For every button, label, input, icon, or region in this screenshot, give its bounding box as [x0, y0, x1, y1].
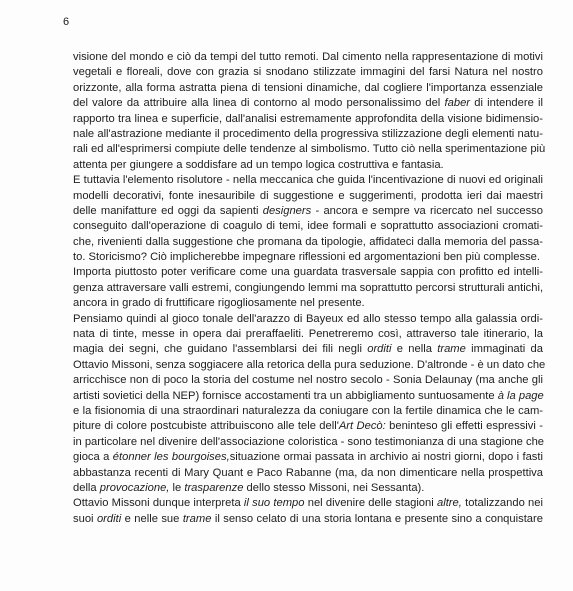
italic-phrase: trasparenze	[184, 481, 244, 494]
text-run: artisti sovietici della NEP) fornisce accostamenti tra un abbigliamento suntuosamente	[73, 389, 498, 402]
text-line	[73, 512, 543, 527]
italic-phrase: orditi	[367, 343, 392, 356]
text-line	[73, 173, 543, 188]
text-line	[73, 235, 543, 250]
text-run: conseguito dall'operazione di coagulo di temi, idee formali e soprattutto associazioni cromati-	[73, 220, 543, 233]
text-run: in particolare nel divenire dell'associazione coloristica - sono testimonianza di una stagione che	[73, 435, 545, 448]
text-run: le	[169, 481, 185, 494]
text-run: il senso celato di una storia lontana e presente sino a conquistare	[211, 512, 543, 525]
text-line	[73, 296, 543, 311]
text-run: ancora in grado di fruttificare rigogliosamente nel presente.	[73, 297, 365, 310]
text-line	[73, 65, 543, 80]
text-run: arricchisce non di poco la storia del costume nel nostro secolo - Sonia Delaunay (ma anche gli	[73, 374, 543, 387]
text-run: abbastanza recenti di Mary Quant e Paco Rabanne (ma, da non dimenticare nella prospettiva	[73, 466, 543, 479]
text-line	[73, 342, 543, 357]
text-line	[73, 189, 543, 204]
text-run: rapporto tra linea e superficie, dall'analisi estremamente approfondita della visione bidimensio-	[73, 112, 543, 125]
text-line	[73, 404, 543, 419]
italic-phrase: il suo tempo	[243, 497, 305, 510]
text-run: nel divenire delle stagioni	[304, 497, 437, 510]
italic-phrase: étonner les bourgoises,	[112, 451, 230, 464]
text-run: - ancora e sempre va ricercato nel successo	[311, 204, 543, 217]
italic-phrase: Art Decò:	[338, 420, 386, 433]
text-line	[73, 435, 543, 450]
text-line	[73, 389, 543, 404]
text-run: beninteso gli effetti espressivi -	[385, 420, 543, 433]
text-run: modelli decorativi, fonte inesauribile di suggestione e suggerimenti, prodotta ieri dai maestri	[73, 189, 543, 202]
text-run: della	[73, 481, 100, 494]
text-line	[73, 127, 543, 142]
text-run: immaginati da	[465, 343, 543, 356]
body-text	[73, 50, 546, 527]
text-run: suoi	[73, 512, 97, 525]
text-line	[73, 142, 546, 157]
text-run: magia dei segni, che guidano l'assemblarsi dei fili negli	[73, 343, 368, 356]
text-run: vegetali e floreali, dove con grazia si snodano stilizzate immagini del farsi Natura nel nostro	[73, 66, 543, 79]
text-run: e la fisionomia di una straordinari naturalezza da coniugare con la fertile dinamica che le cam-	[73, 404, 543, 417]
text-line	[73, 281, 543, 296]
text-run: attenta per giungere a soddisfare ad un tempo logica costruttiva e fantasia.	[73, 158, 444, 171]
text-line	[73, 81, 543, 96]
text-line	[73, 466, 543, 481]
text-run: nale all'astrazione mediante il procedimento della progressiva stilizzazione degli elementi natu-	[73, 127, 543, 140]
text-run: rali ed all'esprimersi compiute delle tendenze al simbolismo. Tutto ciò nella sperimentazione più	[73, 143, 546, 156]
italic-phrase: altre,	[436, 497, 462, 510]
italic-phrase: faber	[444, 97, 471, 110]
italic-phrase: orditi	[96, 512, 122, 525]
text-line	[73, 204, 543, 219]
text-line	[73, 373, 543, 388]
text-run: situazione ormai passata in archivio ai nostri giorni, dopo i fasti	[229, 451, 543, 464]
text-line	[73, 450, 543, 465]
text-run: totalizzando nei	[461, 497, 543, 510]
text-line	[73, 250, 543, 265]
text-run: e nelle sue	[121, 512, 183, 525]
text-line	[73, 265, 543, 280]
text-run: Pensiamo quindi al gioco tonale dell'arazzo di Bayeux ed allo stesso tempo alla galassia ordi-	[73, 312, 543, 325]
text-run: e nella	[391, 343, 438, 356]
text-run: dello stesso Missoni, nei Sessanta).	[243, 481, 425, 494]
text-line	[73, 219, 543, 234]
text-run: che, rivenienti dalla suggestione che promana da tipologie, affidateci dalla memoria del passa-	[73, 235, 543, 248]
text-line	[73, 50, 543, 65]
text-run: gioca a	[73, 451, 113, 464]
text-line	[73, 158, 543, 173]
text-run: genza attraversare valli estremi, congiungendo lemmi ma soprattutto percorsi strutturali antichi,	[73, 281, 544, 294]
italic-phrase: provocazione,	[99, 481, 170, 494]
text-run: nata di tinte, messe in opera dai preraffaeliti. Penetreremo così, attraverso tale itinerario, la	[73, 328, 543, 341]
text-run: Ottavio Missoni, senza soggiacere alla retorica della pura seduzione. D'altronde - è un dato che	[73, 358, 546, 371]
text-line	[73, 312, 543, 327]
text-run: Importa piuttosto poter verificare come una guardata trasversale sappia con profitto ed intelli-	[73, 266, 543, 279]
text-run: di intendere il	[470, 97, 543, 110]
text-run: del valore da attribuire alla linea di contorno al modo personalissimo del	[73, 97, 445, 110]
text-run: piture di colore postcubiste attribuiscono alle tele dell'	[73, 420, 339, 433]
italic-phrase: trame	[437, 343, 466, 356]
text-line	[73, 419, 543, 434]
italic-phrase: à la page	[497, 389, 544, 402]
text-line	[73, 481, 543, 496]
text-line	[73, 358, 546, 373]
text-line	[73, 96, 543, 111]
italic-phrase: designers	[262, 204, 312, 217]
text-run: visione del mondo e ciò da tempi del tutto remoti. Dal cimento nella rappresentazione di motivi	[73, 51, 543, 63]
text-run: delle manifatture ed oggi da sapienti	[73, 204, 263, 217]
page-number: 6	[63, 16, 70, 28]
text-line	[73, 327, 543, 342]
text-run: E tuttavia l'elemento risolutore - nella meccanica che guida l'incentivazione di nuovi ed originali	[73, 174, 543, 187]
text-line	[73, 112, 543, 127]
text-run: Ottavio Missoni dunque interpreta	[73, 497, 244, 510]
text-run: orizzonte, alla forma astratta piena di tensioni dinamiche, dal cogliere l'importanza essenziale	[73, 81, 543, 94]
text-run: to. Storicismo? Ciò implicherebbe impegnare riflessioni ed argomentazioni ben più complesse.	[73, 251, 541, 264]
text-line	[73, 496, 543, 511]
italic-phrase: trame	[182, 512, 212, 525]
